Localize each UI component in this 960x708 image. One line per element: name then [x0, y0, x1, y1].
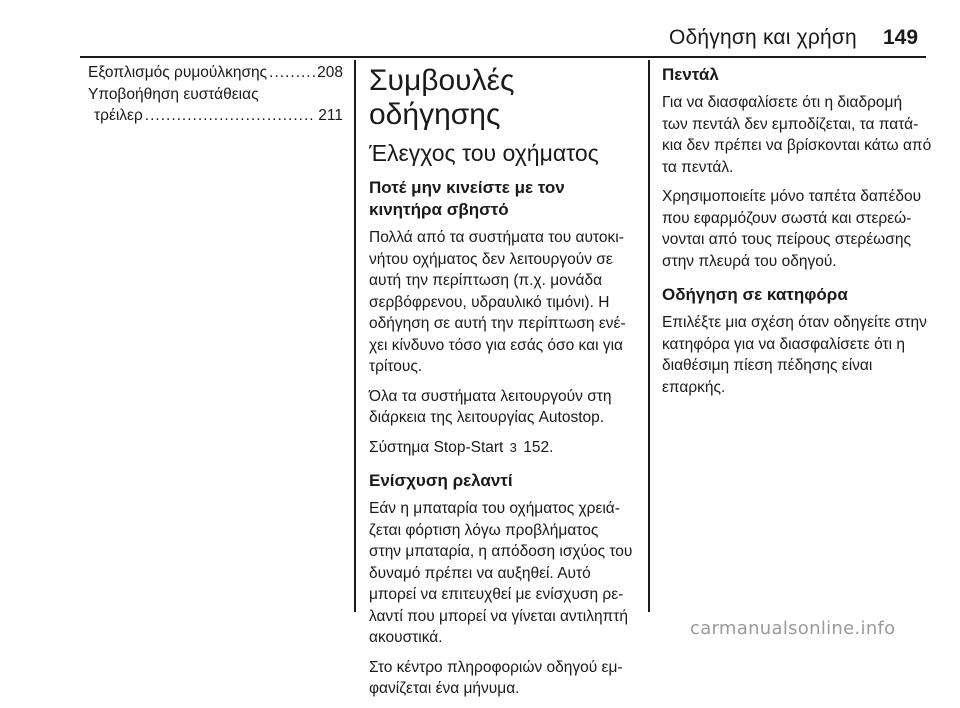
header-divider — [80, 56, 926, 58]
reference-arrow-icon: 3 — [509, 439, 517, 455]
page-number: 149 — [883, 26, 919, 49]
toc-dot-leader — [269, 62, 315, 84]
column-divider-1 — [354, 60, 356, 612]
subsection-heading: Οδήγηση σε κατηφόρα — [662, 285, 848, 304]
paragraph: Εάν η μπαταρία του οχήματος χρειάζεται φόρτιση λόγω προβλήματος στην μπαταρία, η απόδοση ισχύος του δυναμό πρέπει να αυξηθεί. Αυτό μπορεί να επιτευχθεί με ενίσχυση ρελαντί που μπορεί να γίνεται αντιληπτή ακουστικά. — [369, 500, 633, 646]
section-title: Έλεγχος του οχήματος — [369, 140, 599, 166]
toc-entry-label: τρέιλερ — [94, 107, 143, 124]
toc-entry-page: 208 — [317, 64, 343, 81]
toc-entry[interactable] — [88, 84, 343, 127]
chapter-title: Συμβουλές οδήγησης — [369, 64, 515, 131]
toc-entry[interactable] — [88, 62, 343, 84]
main-column — [369, 62, 634, 708]
reference-page: 152. — [523, 438, 554, 456]
watermark: carmanualsonline.info — [690, 618, 896, 639]
toc-entry-page: 211 — [318, 107, 343, 124]
paragraph: Επιλέξτε μια σχέση όταν οδηγείτε στην κατηφόρα για να διασφαλίσετε ότι η διαθέσιμη πίεση πέδησης είναι επαρκής. — [662, 314, 927, 396]
cross-reference[interactable] — [369, 437, 634, 459]
subsection-heading: Ποτέ μην κινείστε με τον κινητήρα σβηστό — [369, 178, 565, 219]
paragraph: Χρησιμοποιείτε μόνο ταπέτα δαπέδου που εφαρμόζουν σωστά και στερεώνονται από τους πείρους στερέωσης στην πλευρά του οδηγού. — [662, 188, 922, 270]
paragraph: Στο κέντρο πληροφοριών οδηγού εμφανίζεται ένα μήνυμα. — [369, 658, 623, 697]
toc-column — [88, 62, 343, 127]
toc-entry-label: Εξοπλισμός ρυμούλκησης — [88, 64, 268, 81]
subsection-heading: Πεντάλ — [662, 65, 719, 84]
paragraph: Όλα τα συστήματα λειτουργούν στη διάρκεια της λειτουργίας Autostop. — [369, 387, 612, 426]
paragraph: Για να διασφαλίσετε ότι η διαδρομή των πεντάλ δεν εμποδίζεται, τα πατάκια δεν πρέπει να βρίσκονται κάτω από τα πεντάλ. — [662, 94, 932, 176]
reference-text: Σύστημα Stop-Start — [369, 438, 504, 456]
subsection-heading: Ενίσχυση ρελαντί — [369, 471, 513, 490]
toc-dot-leader — [145, 105, 317, 127]
right-column — [662, 62, 932, 406]
column-divider-2 — [648, 60, 650, 612]
page-header-title: Οδήγηση και χρήση — [669, 26, 857, 49]
toc-entry-label: Υποβοήθηση ευστάθειας — [88, 85, 259, 103]
paragraph: Πολλά από τα συστήματα του αυτοκινήτου οχήματος δεν λειτουργούν σε αυτή την περίπτωση (π.χ. μονάδα σερβόφρενου, υδραυλικό τιμόνι). Η οδήγηση σε αυτή την περίπτωση ενέχει κίνδυνο τόσο για εσάς όσο και για τρίτους. — [369, 229, 626, 375]
